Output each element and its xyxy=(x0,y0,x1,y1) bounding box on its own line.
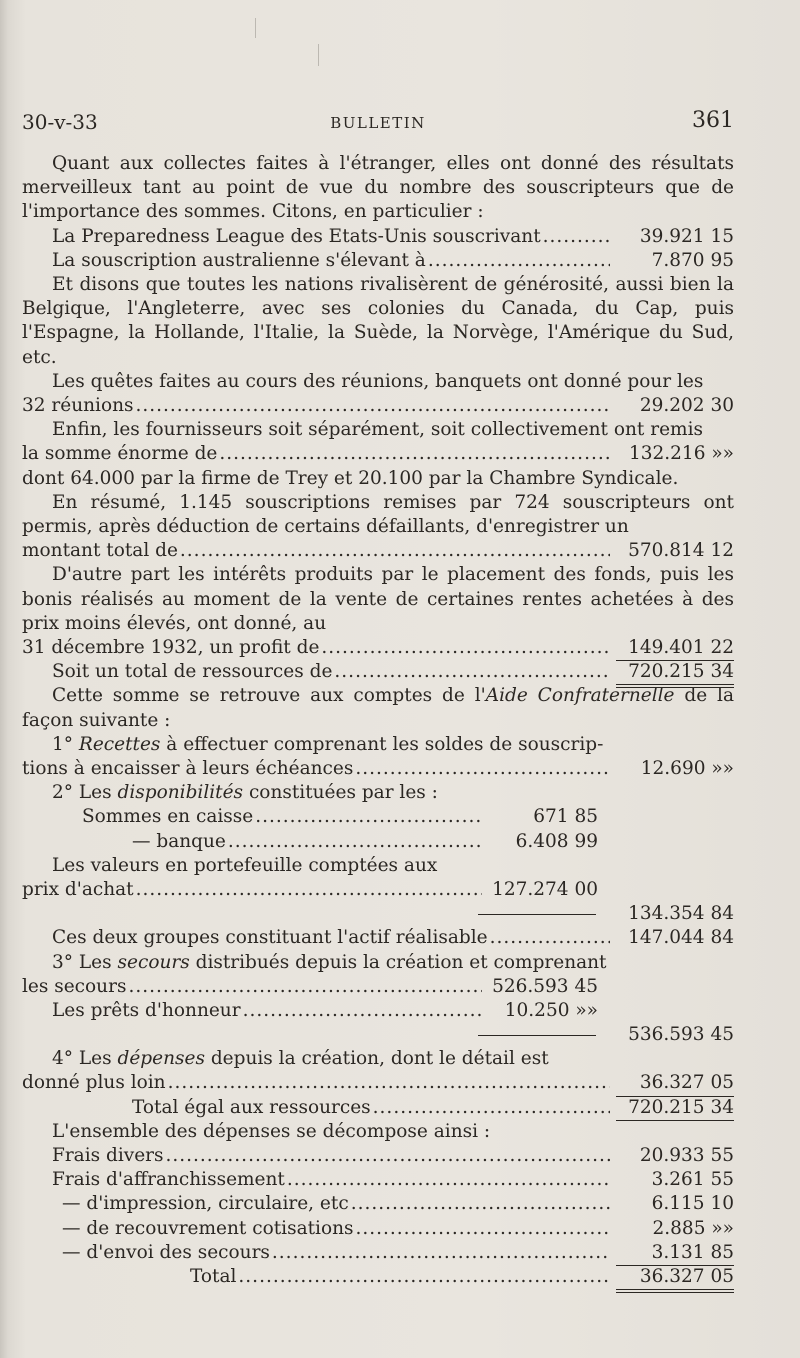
ledger-amount: 12.690 »» xyxy=(640,757,734,779)
ledger-label: les secours xyxy=(22,975,127,997)
italic-text: Aide Confraternelle xyxy=(485,685,675,707)
ledger-label: — d'envoi des secours xyxy=(62,1241,270,1263)
text-run: depuis la création, dont le détail est xyxy=(204,1048,549,1070)
ledger-amount: 720.215 34 xyxy=(616,1096,734,1121)
ledger-amount: 3.131 85 xyxy=(616,1241,734,1266)
ledger-amount: 39.921 15 xyxy=(639,225,734,247)
text-run: 3° Les xyxy=(52,951,118,973)
leader-dots xyxy=(272,1241,610,1265)
sub-ledger-line xyxy=(22,830,598,854)
ledger-label: donné plus loin xyxy=(22,1072,166,1094)
ledger-label: prix d'achat xyxy=(22,878,134,900)
ledger-label: Total xyxy=(190,1265,237,1287)
page-number: 361 xyxy=(692,108,734,133)
ledger-line xyxy=(22,1071,734,1095)
italic-text: disponibilités xyxy=(117,782,244,804)
leader-dots xyxy=(287,1168,610,1192)
text-run: distribués depuis la création et comprenant xyxy=(189,951,607,973)
ledger-amount: 6.115 10 xyxy=(651,1193,734,1215)
ledger-label: Total égal aux ressources xyxy=(132,1096,371,1118)
leader-dots xyxy=(128,975,482,999)
ledger-amount: 149.401 22 xyxy=(616,636,734,661)
ledger-line xyxy=(22,442,734,466)
expense-line xyxy=(22,1168,734,1192)
ledger-label: Ces deux groupes constituant l'actif réalisable xyxy=(52,927,488,949)
ledger-amount: 147.044 84 xyxy=(628,927,734,949)
ledger-amount: 720.215 34 xyxy=(616,660,734,688)
paragraph xyxy=(22,1047,734,1071)
ledger-line xyxy=(22,394,734,418)
leader-dots xyxy=(543,225,610,249)
leader-dots xyxy=(255,805,482,829)
ledger-amount: 2.885 »» xyxy=(652,1217,734,1239)
ledger-label: Soit un total de ressources de xyxy=(52,661,333,683)
ledger-label: La souscription australienne s'élevant à xyxy=(52,249,426,271)
sub-ledger xyxy=(22,975,598,1023)
text-run: à effectuer comprenant les soldes de souscrip- xyxy=(160,733,604,755)
ledger-line xyxy=(22,636,734,660)
ledger-amount: 36.327 05 xyxy=(616,1265,734,1293)
paragraph: En résumé, 1.145 souscriptions remises par 724 souscripteurs ont permis, après déduction de certains défaillants, d'enregistrer un xyxy=(22,491,734,537)
leader-dots xyxy=(334,660,610,684)
page-header xyxy=(22,108,734,138)
ledger-label: la somme énorme de xyxy=(22,443,218,465)
paragraph: dont 64.000 par la firme de Trey et 20.100 par la Chambre Syndicale. xyxy=(22,467,679,489)
ledger-label: — de recouvrement cotisations xyxy=(62,1217,354,1239)
paragraph: Et disons que toutes les nations rivalisèrent de générosité, aussi bien la Belgique, l'Angleterre, avec ses colonies du Canada, du Cap, puis l'Espagne, la Hollande, l'Italie, la Suède, la Norvège, l'Amérique du Sud, etc. xyxy=(22,273,734,368)
ledger-amount: 671 85 xyxy=(533,806,598,828)
ledger-line xyxy=(22,225,734,249)
page-body xyxy=(22,152,734,1289)
ledger-label: Les prêts d'honneur xyxy=(52,999,241,1021)
paragraph xyxy=(22,781,734,805)
leader-dots xyxy=(238,1265,610,1289)
leader-dots xyxy=(373,1096,610,1120)
leader-dots xyxy=(136,394,610,418)
ledger-label: Frais divers xyxy=(52,1145,164,1167)
leader-dots xyxy=(351,1192,610,1216)
italic-text: dépenses xyxy=(117,1048,205,1070)
leader-dots xyxy=(321,636,610,660)
ledger-amount: 3.261 55 xyxy=(651,1169,734,1191)
scan-mark xyxy=(318,44,319,66)
ledger-amount: 20.933 55 xyxy=(639,1145,734,1167)
ledger-label: — d'impression, circulaire, etc xyxy=(62,1193,349,1215)
paragraph: Enfin, les fournisseurs soit séparément, soit collectivement ont remis xyxy=(52,419,703,441)
paragraph xyxy=(22,684,734,732)
paragraph: L'ensemble des dépenses se décompose ainsi : xyxy=(52,1120,491,1142)
ledger-label: tions à encaisser à leurs échéances xyxy=(22,757,354,779)
ledger-label: 32 réunions xyxy=(22,395,134,416)
rule xyxy=(478,914,596,915)
italic-text: secours xyxy=(117,951,190,973)
expense-line xyxy=(22,1241,734,1265)
leader-dots xyxy=(428,249,610,273)
sub-ledger-line xyxy=(22,975,598,999)
scan-mark xyxy=(255,18,256,38)
sub-ledger-line xyxy=(22,878,598,902)
text-run: constituées par les : xyxy=(243,782,438,804)
ledger-line xyxy=(22,757,734,781)
leader-dots xyxy=(355,757,610,781)
ledger-amount: 7.870 95 xyxy=(651,249,734,271)
leader-dots xyxy=(166,1144,611,1168)
leader-dots xyxy=(168,1071,610,1095)
expense-line xyxy=(22,1217,734,1241)
sub-ledger-line xyxy=(22,999,598,1023)
paragraph: D'autre part les intérêts produits par le placement des fonds, puis les bonis réalisés au moment de la vente de certaines rentes achetées à des prix moins élevés, ont donné, au xyxy=(22,564,734,634)
leader-dots xyxy=(180,539,610,563)
text-run: Cette somme se retrouve aux comptes de l' xyxy=(52,685,486,707)
text-run: 1° xyxy=(52,733,79,755)
ledger-amount: 132.216 »» xyxy=(628,443,734,465)
leader-dots xyxy=(228,830,482,854)
leader-dots xyxy=(136,878,482,902)
header-title: BULLETIN xyxy=(330,114,426,132)
ledger-amount: 29.202 30 xyxy=(639,395,734,416)
ledger-label: Sommes en caisse xyxy=(82,806,254,828)
ledger-total-line xyxy=(22,1096,734,1120)
leader-dots xyxy=(243,999,482,1023)
paragraph: Quant aux collectes faites à l'étranger, elles ont donné des résultats merveilleux tant au point de vue du nombre des souscripteurs que de l'importance des sommes. Citons, en particulier : xyxy=(22,153,734,223)
ledger-label: 31 décembre 1932, un profit de xyxy=(22,636,320,658)
ledger-amount: 134.354 84 xyxy=(628,903,734,925)
paragraph: Les quêtes faites au cours des réunions, banquets ont donné pour les xyxy=(52,370,704,392)
paragraph: Les valeurs en portefeuille comptées aux xyxy=(52,854,438,876)
ledger-total-line xyxy=(22,660,734,684)
ledger-amount: 36.327 05 xyxy=(616,1071,734,1096)
ledger-amount: 526.593 45 xyxy=(492,975,598,997)
ledger-amount: 127.274 00 xyxy=(492,878,598,900)
text-run: de la façon suivante : xyxy=(22,685,735,731)
subtotal-line xyxy=(22,1023,734,1047)
ledger-amount: 570.814 12 xyxy=(628,540,734,562)
ledger-line xyxy=(22,249,734,273)
ledger-line xyxy=(22,539,734,563)
ledger-label: — banque xyxy=(132,830,226,852)
leader-dots xyxy=(356,1217,611,1241)
text-run: 4° Les xyxy=(52,1048,118,1070)
ledger-amount: 6.408 99 xyxy=(515,830,598,852)
subtotal-line xyxy=(22,902,734,926)
leader-dots xyxy=(490,926,610,950)
ledger-amount: 10.250 »» xyxy=(504,999,598,1021)
sub-ledger xyxy=(22,805,598,902)
expense-line xyxy=(22,1192,734,1216)
paragraph xyxy=(22,951,734,975)
text-run: 2° Les xyxy=(52,782,118,804)
ledger-label: montant total de xyxy=(22,540,178,562)
ledger-label: La Preparedness League des Etats-Unis souscrivant xyxy=(52,225,541,247)
paragraph xyxy=(22,733,734,757)
leader-dots xyxy=(219,442,610,466)
rule xyxy=(478,1035,596,1036)
italic-text: Recettes xyxy=(78,733,161,755)
ledger-line xyxy=(22,926,734,950)
expense-line xyxy=(22,1144,734,1168)
sub-ledger-line xyxy=(22,805,598,829)
header-date: 30-v-33 xyxy=(22,110,98,134)
expense-total-line xyxy=(22,1265,734,1289)
ledger-amount: 536.593 45 xyxy=(628,1024,734,1046)
ledger-label: Frais d'affranchissement xyxy=(52,1169,285,1191)
